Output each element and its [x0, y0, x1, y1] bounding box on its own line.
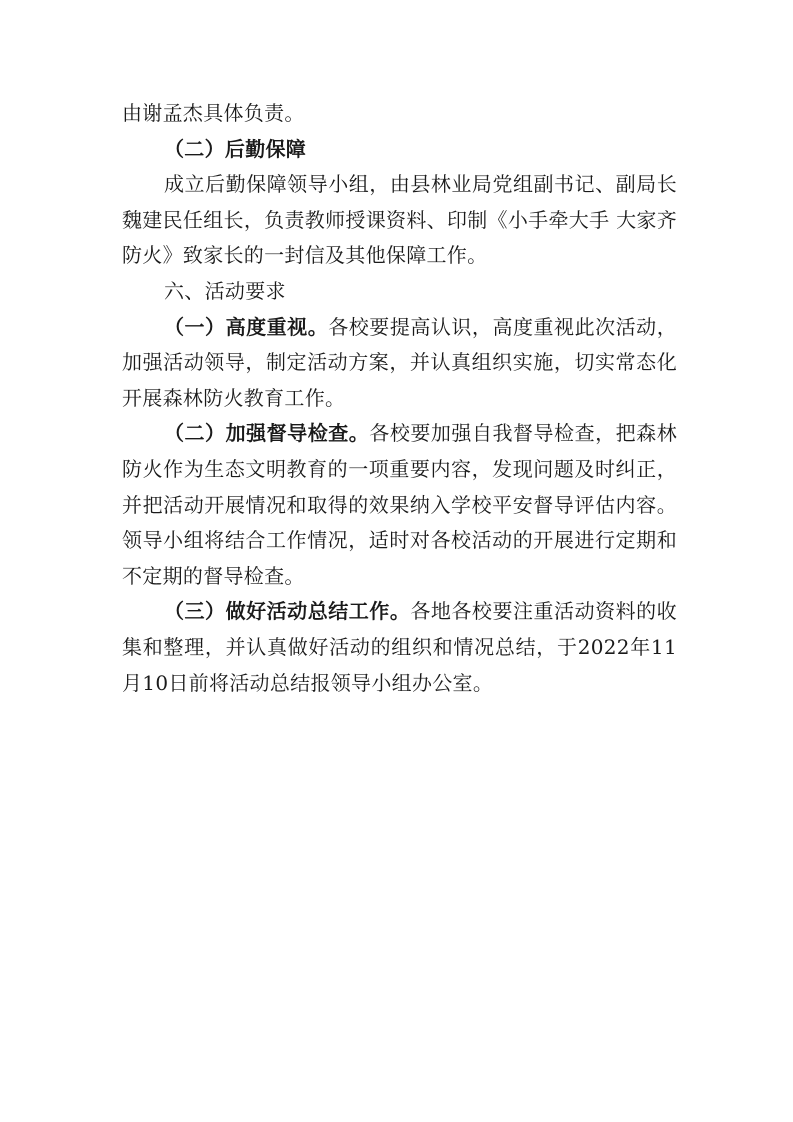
section-logistics-paragraph: 成立后勤保障领导小组，由县林业局党组副书记、副局长魏建民任组长，负责教师授课资料、印制《小手牵大手 大家齐防火》致家长的一封信及其他保障工作。 [122, 172, 677, 268]
requirement-item-2 [122, 416, 677, 594]
requirement-item-3-lead: （三）做好活动总结工作。 [164, 599, 411, 624]
continuation-text: 由谢孟杰具体负责。 [122, 101, 305, 125]
continuation-line [122, 96, 677, 132]
requirement-item-2-lead: （二）加强督导检查。 [164, 421, 370, 446]
document-body [122, 96, 677, 701]
section-six-heading: 六、活动要求 [164, 278, 286, 303]
requirement-item-2-body: 各校要加强自我督导检查，把森林防火作为生态文明教育的一项重要内容，发现问题及时纠正，并把活动开展情况和取得的效果纳入学校平安督导评估内容。领导小组将结合工作情况，适时对各校活动的开展进行定期和不定期的督导检查。 [122, 421, 678, 588]
requirement-item-3 [122, 594, 677, 701]
requirement-item-1-body: 各校要提高认识，高度重视此次活动，加强活动领导，制定活动方案，并认真组织实施，切实常态化开展森林防火教育工作。 [122, 314, 677, 410]
requirement-item-1 [122, 310, 677, 417]
requirement-item-3-body: 各地各校要注重活动资料的收集和整理，并认真做好活动的组织和情况总结，于2022年11月10日前将活动总结报领导小组办公室。 [122, 599, 677, 695]
section-logistics-heading: （二）后勤保障 [164, 136, 307, 161]
requirement-item-1-lead: （一）高度重视。 [164, 314, 329, 339]
